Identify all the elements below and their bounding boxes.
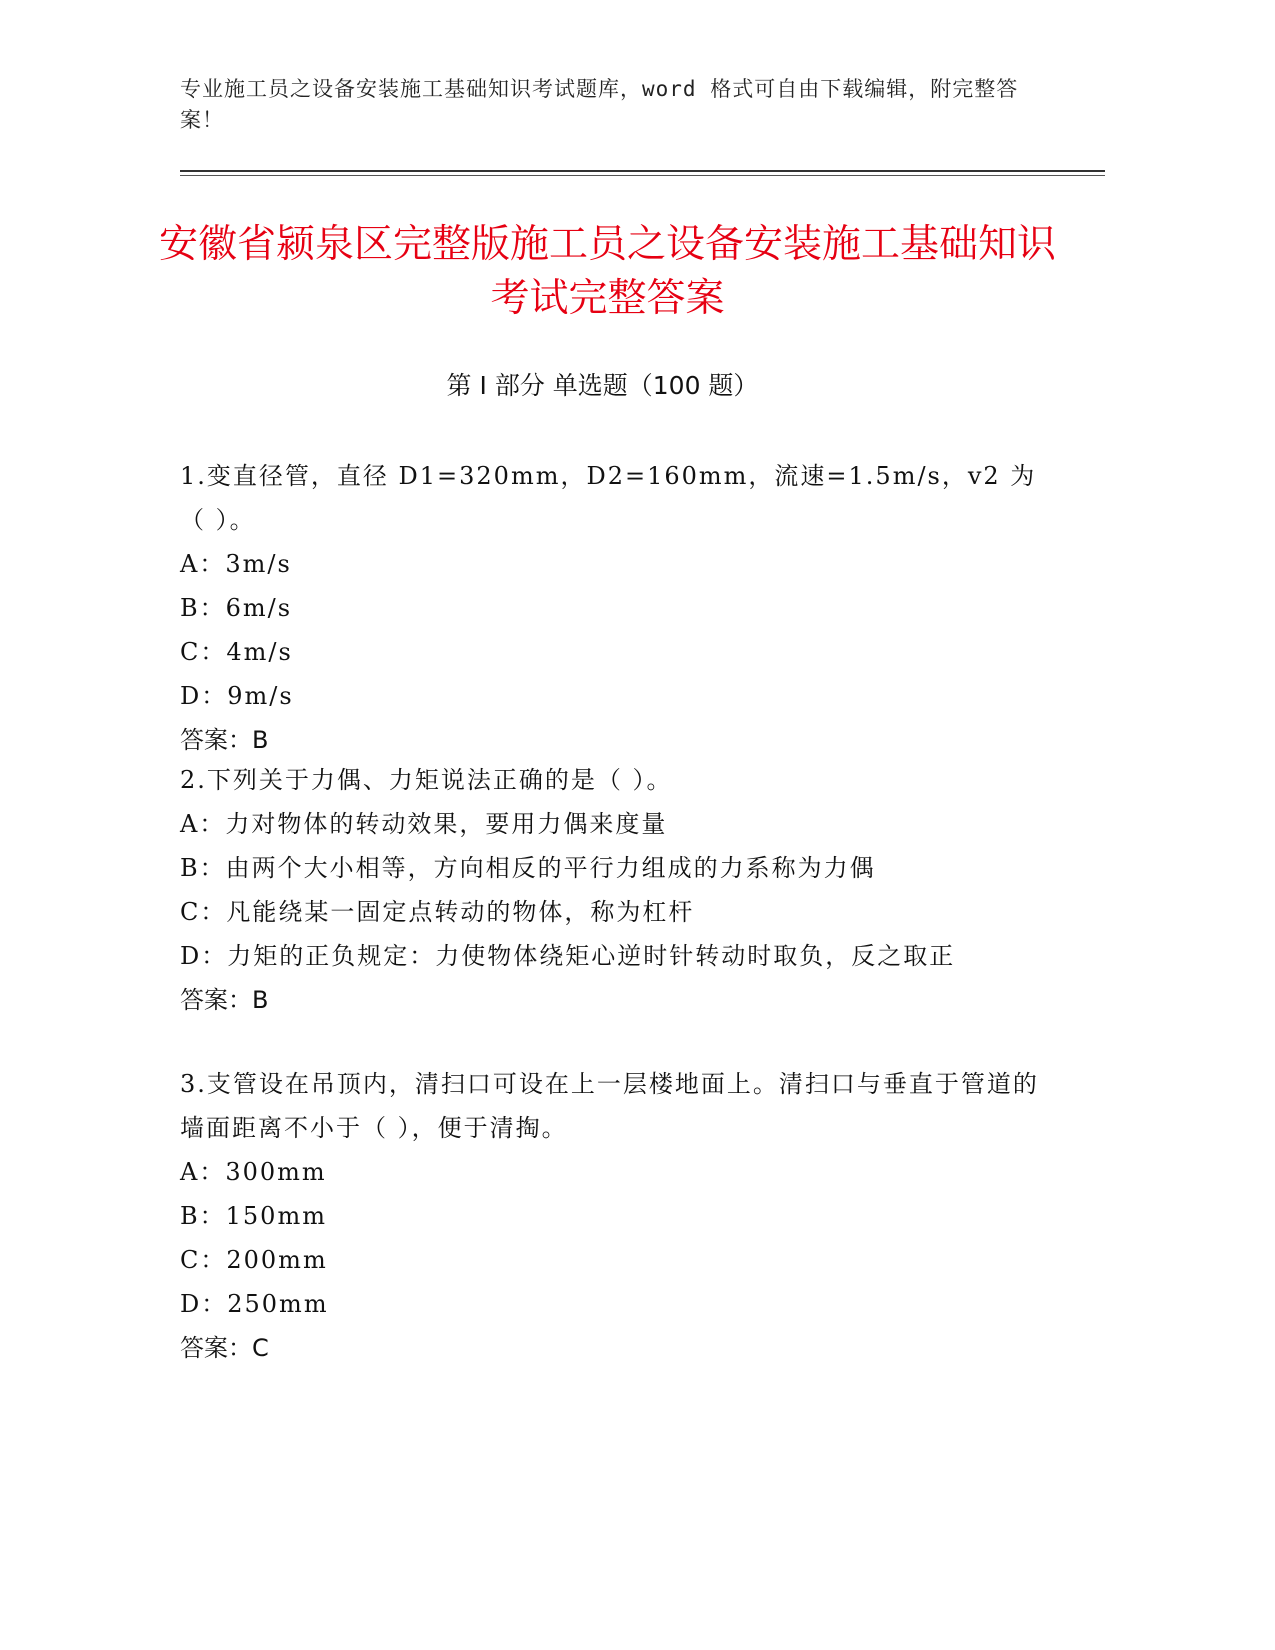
option-key: D： xyxy=(180,942,228,970)
section-heading: 第 I 部分 单选题（100 题） xyxy=(446,371,759,400)
option-text: 250mm xyxy=(227,1290,329,1318)
option-text: 6m/s xyxy=(225,594,293,622)
option-d xyxy=(180,934,1040,978)
option-a xyxy=(180,542,1040,586)
answer: 答案：B xyxy=(180,986,269,1014)
option-b xyxy=(180,1194,1040,1238)
answer: 答案：B xyxy=(180,726,269,754)
option-key: A： xyxy=(180,550,226,578)
question-stem: 3.支管设在吊顶内，清扫口可设在上一层楼地面上。清扫口与垂直于管道的墙面距离不小于（ ），便于清掏。 xyxy=(180,1070,1039,1142)
option-key: B： xyxy=(180,854,226,882)
answer: 答案：C xyxy=(180,1334,269,1362)
header-note: 专业施工员之设备安装施工基础知识考试题库，word 格式可自由下载编辑，附完整答案！ xyxy=(180,77,1019,132)
header-rule-thin xyxy=(180,175,1105,176)
question-stem: 2.下列关于力偶、力矩说法正确的是（ ）。 xyxy=(180,766,673,794)
option-text: 4m/s xyxy=(226,638,293,666)
option-text: 凡能绕某一固定点转动的物体，称为杠杆 xyxy=(226,898,695,926)
option-b xyxy=(180,586,1040,630)
option-text: 300mm xyxy=(225,1158,327,1186)
option-text: 9m/s xyxy=(227,682,294,710)
option-text: 力矩的正负规定：力使物体绕矩心逆时针转动时取负，反之取正 xyxy=(227,942,956,970)
question-3 xyxy=(180,1062,1040,1370)
option-text: 200mm xyxy=(226,1246,328,1274)
option-key: B： xyxy=(180,1202,226,1230)
option-key: C： xyxy=(180,1246,227,1274)
option-text: 由两个大小相等，方向相反的平行力组成的力系称为力偶 xyxy=(225,854,876,882)
option-key: D： xyxy=(180,682,228,710)
option-key: D： xyxy=(180,1290,228,1318)
option-a xyxy=(180,1150,1040,1194)
option-d xyxy=(180,674,1040,718)
header-rule-thick xyxy=(180,170,1105,172)
option-key: C： xyxy=(180,898,227,926)
option-b xyxy=(180,846,1040,890)
question-2 xyxy=(180,758,1040,1022)
option-key: B： xyxy=(180,594,226,622)
question-1 xyxy=(180,454,1040,762)
option-c xyxy=(180,630,1040,674)
option-text: 150mm xyxy=(225,1202,327,1230)
option-c xyxy=(180,1238,1040,1282)
option-text: 3m/s xyxy=(225,550,292,578)
option-a xyxy=(180,802,1040,846)
option-key: A： xyxy=(180,1158,226,1186)
option-d xyxy=(180,1282,1040,1326)
option-c xyxy=(180,890,1040,934)
question-stem: 1.变直径管，直径 D1=320mm，D2=160mm，流速=1.5m/s，v2 为（ ）。 xyxy=(180,462,1037,534)
option-key: A： xyxy=(180,810,226,838)
option-key: C： xyxy=(180,638,227,666)
option-text: 力对物体的转动效果，要用力偶来度量 xyxy=(225,810,668,838)
document-title: 安徽省颍泉区完整版施工员之设备安装施工基础知识考试完整答案 xyxy=(158,222,1056,321)
